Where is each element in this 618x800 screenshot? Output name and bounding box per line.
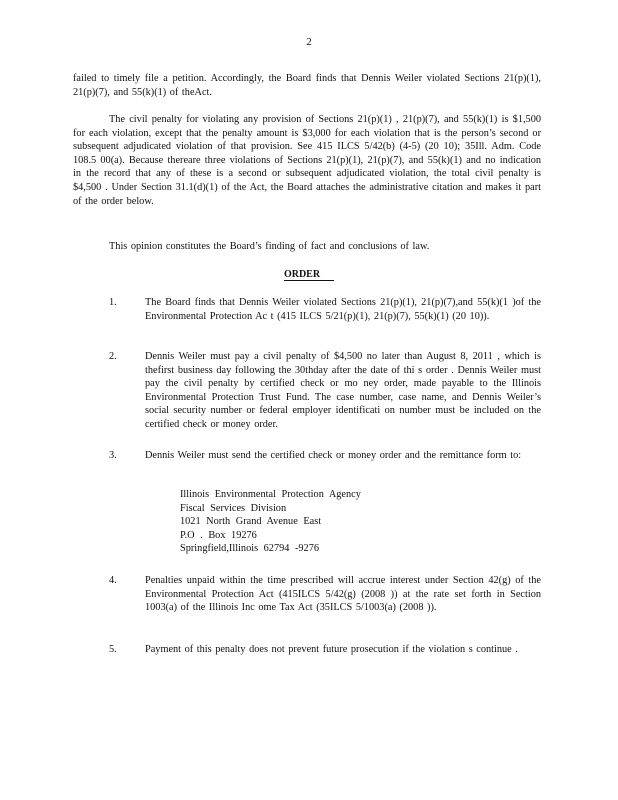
order-item-number: 2. [109, 351, 117, 362]
order-item-number: 1. [109, 297, 117, 308]
paragraph-opinion-statement: This opinion constitutes the Board’s finding of fact and conclusions of law. [109, 241, 430, 252]
order-item-text: Penalties unpaid within the time prescribed will accrue interest under Section 42(g) of the Environmental Protection Act (415ILCS 5/42(g) (2008 )) at the rate set forth in Section 1003(a) of the Illinois Inc ome Tax Act (35ILCS 5/1003(a) (2008 )). [145, 575, 541, 614]
order-item-text: Dennis Weiler must pay a civil penalty of $4,500 no later than August 8, 2011 , which is thefirst business day following the 30thday after the date of thi s order . Dennis Weiler must pay the civil penalty by certified check or mo ney order, made payable to the Illinois Environmental Protection Trust Fund. The case number, case name, and Dennis Weiler’s social security number or federal employer identificati on number must be included on the certified check or money order. [145, 351, 541, 430]
address-line-city: Springfield,Illinois 62794 -9276 [180, 543, 319, 555]
address-line-division: Fiscal Services Division [180, 502, 287, 514]
order-item-number: 3. [109, 450, 117, 461]
order-item-text: The Board finds that Dennis Weiler violated Sections 21(p)(1), 21(p)(7),and 55(k)(1 )of the Environmental Protection Ac t (415 ILCS 5/21(p)(1), 21(p)(7), 55(k)(1) (20 10)). [145, 297, 541, 322]
order-item-text: Dennis Weiler must send the certified check or money order and the remittance form to: [145, 450, 522, 461]
address-line-po-box: P.O . Box 19276 [180, 529, 257, 541]
address-line-street: 1021 North Grand Avenue East [180, 516, 322, 528]
order-item-text: Payment of this penalty does not prevent future prosecution if the violation s continue . [145, 644, 518, 655]
address-line-agency: Illinois Environmental Protection Agency [180, 489, 361, 500]
order-item-number: 4. [109, 575, 117, 586]
order-item-number: 5. [109, 644, 117, 655]
remittance-address [180, 488, 440, 556]
page-number: 2 [306, 36, 312, 48]
order-heading: ORDER [0, 268, 618, 282]
paragraph-civil-penalty: The civil penalty for violating any provision of Sections 21(p)(1) , 21(p)(7), and 55(k)(1) is $1,500 for each violation, except that the penalty amount is $3,000 for each violation that is the person’s second or subsequent adjudicated violation of that provision. See 415 ILCS 5/42(b) (4-5) (20 10); 35Ill. Adm. Code 108.5 00(a). Because thereare three violations of Sections 21(p)(1), 21(p)(7), and 55(k)(1) and no indication in the record that any of these is a second or subsequent adjudicated violation, the total civil penalty is $4,500 . Under Section 31.1(d)(1) of the Act, the Board attaches the administrative citation and makes it part of the order below. [73, 114, 541, 207]
paragraph-violation-finding: failed to timely file a petition. Accordingly, the Board finds that Dennis Weiler violated Sections 21(p)(1), 21(p)(7), and 55(k)(1) of theAct. [73, 73, 541, 98]
